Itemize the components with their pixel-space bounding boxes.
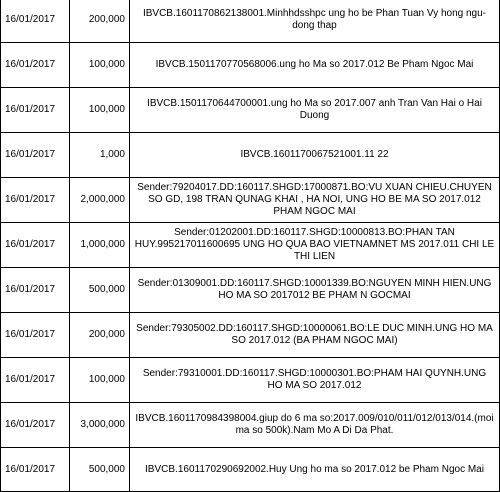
row-amount: 1,000,000 (70, 223, 130, 268)
row-date: 16/01/2017 (1, 268, 70, 313)
row-description: IBVCB.1501170644700001.ung ho Ma so 2017.007 anh Tran Van Hai o Hai Duong (130, 88, 500, 133)
row-date: 16/01/2017 (1, 403, 70, 448)
table-row (1, 133, 500, 178)
table-row (1, 88, 500, 133)
row-amount: 500,000 (70, 448, 130, 492)
table-row (1, 178, 500, 223)
row-amount: 500,000 (70, 268, 130, 313)
row-amount: 2,000,000 (70, 178, 130, 223)
row-amount: 200,000 (70, 0, 130, 43)
table-row (1, 43, 500, 88)
row-amount: 200,000 (70, 313, 130, 358)
row-date: 16/01/2017 (1, 223, 70, 268)
row-description: Sender:01202001.DD:160117.SHGD:10000813.BO:PHAN TAN HUY.995217011600695 UNG HO QUA BAO VIETNAMNET MS 2017.011 CHI LE THI LIEN (130, 223, 500, 268)
table-row (1, 0, 500, 43)
table-row (1, 268, 500, 313)
row-amount: 100,000 (70, 43, 130, 88)
row-description: IBVCB.1601170290692002.Huy Ung ho ma so 2017.012 be Pham Ngoc Mai (130, 448, 500, 492)
row-description: IBVCB.1601170067521001.11 22 (130, 133, 500, 178)
row-description: Sender:79310001.DD:160117.SHGD:10000301.BO:PHAM HAI QUYNH.UNG HO MA SO 2017.012 (130, 358, 500, 403)
row-date: 16/01/2017 (1, 88, 70, 133)
row-date: 16/01/2017 (1, 0, 70, 43)
row-amount: 1,000 (70, 133, 130, 178)
table-row (1, 313, 500, 358)
row-date: 16/01/2017 (1, 358, 70, 403)
table-row (1, 358, 500, 403)
table-row (1, 223, 500, 268)
row-date: 16/01/2017 (1, 313, 70, 358)
row-description: Sender:79305002.DD:160117.SHGD:10000061.BO:LE DUC MINH.UNG HO MA SO 2017.012 (BA PHAM NGOC MAI) (130, 313, 500, 358)
row-amount: 100,000 (70, 88, 130, 133)
row-description: IBVCB.1601170984398004.giup do 6 ma so:2017.009/010/011/012/013/014.(moi ma so 500k).Nam Mo A Di Da Phat. (130, 403, 500, 448)
row-description: Sender:79204017.DD:160117.SHGD:17000871.BO:VU XUAN CHIEU.CHUYEN SO GD, 198 TRAN QUNAG KHAI , HA NOI, UNG HO BE MA SO 2017.012 PHAM NGOC MAI (130, 178, 500, 223)
table-row (1, 448, 500, 492)
table-row (1, 403, 500, 448)
row-description: IBVCB.1501170770568006.ung ho Ma so 2017.012 Be Pham Ngoc Mai (130, 43, 500, 88)
row-date: 16/01/2017 (1, 448, 70, 492)
row-amount: 3,000,000 (70, 403, 130, 448)
row-date: 16/01/2017 (1, 133, 70, 178)
row-amount: 100,000 (70, 358, 130, 403)
row-date: 16/01/2017 (1, 178, 70, 223)
row-description: Sender:01309001.DD:160117.SHGD:10001339.BO:NGUYEN MINH HIEN.UNG HO MA SO 2017012 BE PHAM N GOCMAI (130, 268, 500, 313)
row-date: 16/01/2017 (1, 43, 70, 88)
row-description: IBVCB.1601170862138001.Minhhdsshpc ung ho be Phan Tuan Vy hong ngu-dong thap (130, 0, 500, 43)
